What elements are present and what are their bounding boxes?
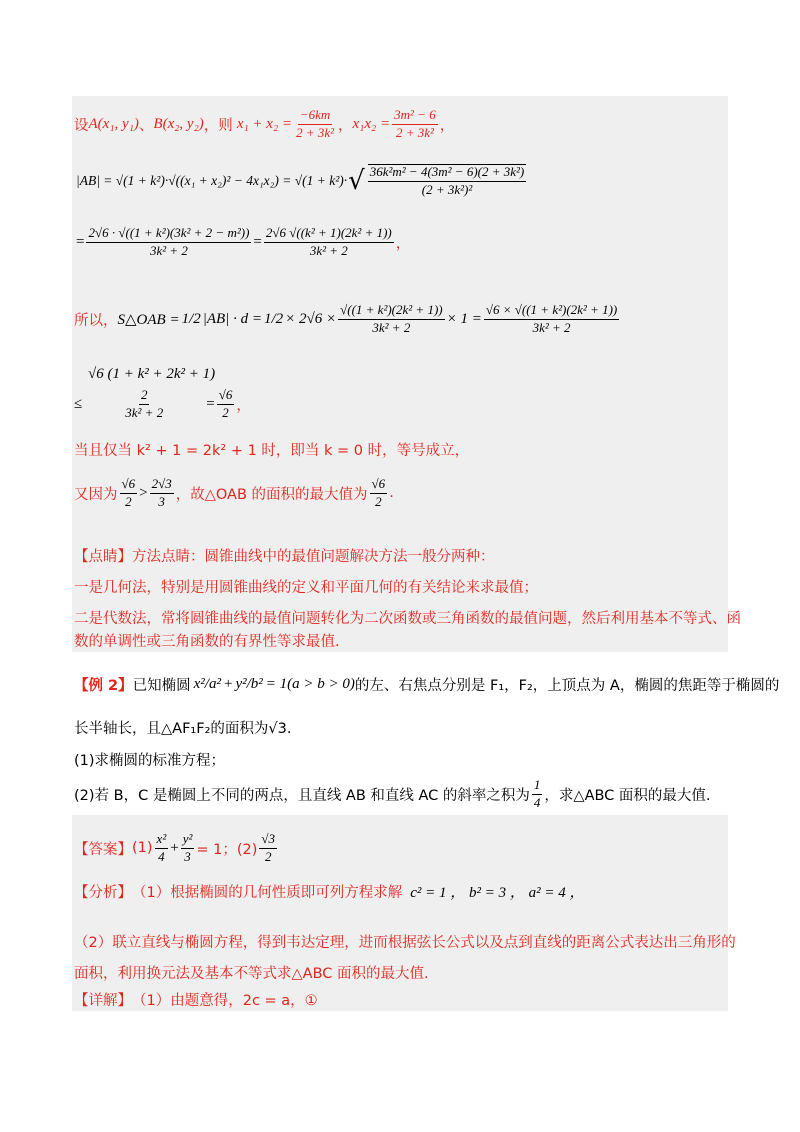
half: 1/2 [181,310,201,327]
answer-part-1-marker: (1) [132,840,153,856]
ineq-frac [84,388,204,421]
question-2 [74,773,711,815]
prod-lhs: x₁x₂ = [352,115,391,132]
sum-den: 2 + 3k² [296,124,335,140]
text-lead: 设 [74,117,89,134]
analysis-label: 【分析】 [74,884,132,901]
tip-line-1 [74,545,495,566]
text-then: ，则 [203,117,233,134]
area-mid-2: × 2√6 × [285,310,337,327]
tip-line-4: 数的单调性或三角函数的有界性等求最值. [74,634,340,650]
answer-2-num: √3 [259,832,277,849]
answer-x-num: x² [155,832,169,849]
area-frac-1-num: √((1 + k²)(2k² + 1)) [338,303,445,320]
question-2-text-b: ，求△ABC 面积的最大值. [544,787,711,804]
compare-frac-1 [120,477,138,510]
prod-num: 3m² − 6 [392,108,438,125]
area-mid: |AB| · d = [202,310,262,327]
analysis-line-1 [74,876,585,906]
half-2: 1/2 [263,310,284,327]
analysis-text-1: （1）根据椭圆的几何性质即可列方程求解 [132,884,403,901]
ab-frac-1 [86,226,251,259]
area-mid-3: × 1 = [446,310,482,327]
detail-label: 【详解】 [74,992,132,1009]
tip-text-1: 方法点睛：圆锥曲线中的最值问题解决方法一般分两种： [132,549,495,565]
tip-label: 【点睛】 [74,549,132,565]
ab-frac-1-den: 3k² + 2 [149,242,188,258]
ab-den: (2 + 3k²)² [421,182,473,197]
line-set-points [74,104,454,144]
tip-line-3: 二是代数法，常将圆锥曲线的最值问题转化为二次函数或三角函数的最值问题，然后利用基本不等式、函 [74,611,741,627]
example-text-b: 的左、右焦点分别是 F₁，F₂，上顶点为 A，椭圆的焦距等于椭圆的 [354,677,780,694]
analysis-line-2: （2）联立直线与椭圆方程，得到韦达定理，进而根据弦长公式以及点到直线的距离公式表达出三角形的 [74,935,736,951]
example-text-a: 已知椭圆 [132,677,191,694]
answer-x-frac [155,832,169,865]
compare-frac-1-den: 2 [125,493,132,509]
result-num: √6 [217,388,235,405]
sum-lhs: x₁ + x₂ = [236,115,293,132]
text-therefore: 所以， [74,312,118,329]
prod-fraction [392,108,438,141]
eq-sign-2: = [253,233,262,250]
area-frac-2 [484,303,619,336]
answer-2-den: 2 [264,848,272,864]
sum-fraction [294,108,336,141]
analysis-line-3: 面积，利用换元法及基本不等式求△ABC 面积的最大值. [74,966,429,982]
answer-2-frac [259,832,277,865]
text-end: . [389,485,394,501]
text-because: 又因为 [74,486,118,503]
text-end: ， [236,397,251,414]
line-area [74,296,621,342]
ab-frac-1-num: 2√6 · √((1 + k²)(3k² + 2 − m²)) [86,226,251,243]
compare-frac-2-num: 2√3 [150,477,174,494]
point-a: A(x₁, y₁) [88,115,139,132]
answer-y-num: y² [181,832,195,849]
ab-num: 36k²m² − 4(3m² − 6)(2 + 3k²) [368,165,527,182]
area-frac-1-den: 3k² + 2 [372,319,411,335]
gt-sign: > [139,484,148,501]
ineq-top: √6 (1 + k² + 2k² + 1) [88,366,216,382]
question-2-text-a: (2)若 B，C 是椭圆上不同的两点，且直线 AB 和直线 AC 的斜率之积为 [74,787,530,804]
slope-frac-num: 1 [532,778,543,795]
answer-y-frac [181,832,195,865]
answer-y-den: 3 [184,848,191,864]
compare-frac-1-num: √6 [120,477,138,494]
text-max-area: ，故△OAB 的面积的最大值为 [175,486,368,503]
detail-text-1: （1）由题意得，2c = a，① [132,992,318,1009]
line-ab-simplified [76,220,410,264]
eq-sign: = [76,233,85,250]
answer-eq: = 1；(2) [196,841,258,858]
ab-lhs: |AB| = √(1 + k²)·√((x₁ + x₂)² − 4x₁x₂) = √(1 + k²)· [76,173,348,188]
slope-product-frac [532,778,543,811]
point-b: B(x₂, y₂) [153,115,204,132]
example-line-2: 长半轴长，且△AF₁F₂的面积为√3. [74,721,292,737]
ab-fraction [368,164,527,198]
line-inequality [74,384,251,424]
sum-num: −6km [298,108,332,125]
answer-line [74,826,279,870]
eq-sign: = [206,395,215,412]
max-area-frac [370,477,388,510]
text-end: ， [395,235,411,252]
ab-frac-2-den: 3k² + 2 [309,242,348,258]
detail-line-1 [74,988,318,1010]
ab-frac-2 [264,226,394,259]
text-comma: ， [338,117,353,134]
line-conclusion [74,470,394,516]
eq-rest: = 1(a > b > 0) [265,675,355,692]
le-sign: ≤ [74,395,83,412]
text-end: ， [439,117,455,134]
analysis-equations: c² = 1 ， b² = 3 ， a² = 4 ， [410,884,585,901]
area-frac-2-den: 3k² + 2 [532,319,571,335]
eq-y-term: y²/b² [235,675,263,692]
equality-condition: 当且仅当 k² + 1 = 2k² + 1 时，即当 k = 0 时，等号成立， [74,443,470,459]
text-sep: 、 [138,117,154,134]
prod-den: 2 + 3k² [395,124,434,140]
ineq-frac-den: 3k² + 2 [125,404,164,420]
slope-frac-den: 4 [533,794,541,810]
compare-frac-2 [150,477,174,510]
example-line-1 [74,662,779,706]
ineq-frac-num: 2 [139,388,150,405]
result-frac [217,388,235,421]
result-den: 2 [222,404,229,420]
line-ab-length [76,158,528,204]
max-area-num: √6 [370,477,388,494]
area-frac-2-num: √6 × √((1 + k²)(2k² + 1)) [484,303,619,320]
area-frac-1 [338,303,445,336]
eq-plus: + [223,675,233,692]
ab-frac-2-num: 2√6 √((k² + 1)(2k² + 1)) [264,226,394,243]
answer-label: 【答案】 [74,841,132,858]
eq-x-term: x²/a² [193,675,221,692]
area-lhs: S△OAB = [117,311,180,328]
answer-x-den: 4 [158,848,165,864]
tip-line-2: 一是几何法，特别是用圆锥曲线的定义和平面几何的有关结论来求最值； [74,580,538,596]
example-label: 【例 2】 [74,677,133,694]
max-area-den: 2 [375,493,382,509]
answer-plus: + [170,839,179,856]
radical-sign: √ [348,166,365,196]
compare-frac-2-den: 3 [158,493,165,509]
question-1: (1)求椭圆的标准方程； [74,753,226,769]
